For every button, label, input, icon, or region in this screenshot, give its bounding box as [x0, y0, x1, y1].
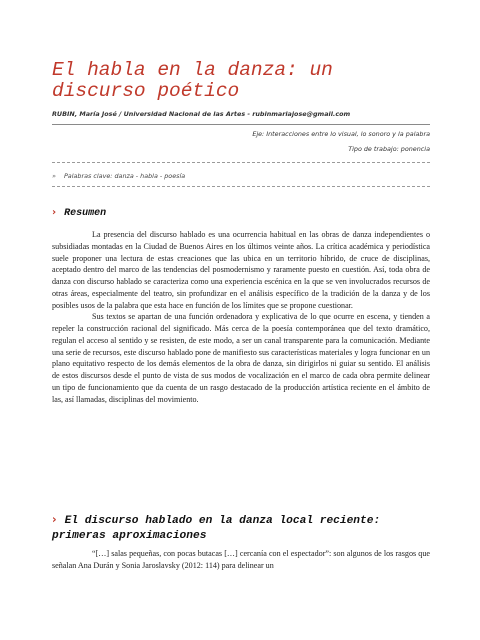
resumen-heading-text: Resumen: [64, 208, 107, 219]
section-2-paragraph: “[…] salas pequeñas, con pocas butacas […] cercanía con el espectador”: son algunos de los rasgos que señalan Ana Durán y Sonia Jaroslavsky (2012: 114) para delinear un: [52, 549, 430, 570]
keywords-line: [52, 172, 185, 180]
eje-label: Eje: Interacciones entre lo visual, lo sonoro y la palabra: [252, 130, 430, 138]
section-2-heading-text: El discurso hablado en la danza local reciente: primeras aproximaciones: [52, 515, 381, 542]
keywords-rule-top: [52, 162, 430, 163]
paper-title: El habla en la danza: un discurso poético: [52, 59, 333, 102]
header-rule: [52, 124, 430, 125]
keywords-text: Palabras clave: danza - habla - poesía: [63, 172, 186, 180]
resumen-paragraph-2: Sus textos se apartan de una función ordenadora y explicativa de lo que ocurre en escena, y tienden a repeler la construcción racional del significado. Más cerca de la poesía contemporánea que del texto dramático, regulan el acceso al sentido y se resisten, de este modo, a ser un canal transparente para la comunicación. Mediante una serie de recursos, este discurso hablado pone de manifiesto sus características materiales y logra funcionar en un plano equitativo respecto de los demás elementos de la obra de danza, sin dirigirlos ni guiar su sentido. El análisis de estos discursos desde el punto de vista de sus modos de vocalización en el marco de cada obra permite delinear un tipo de funcionamiento que da cuenta de un rasgo destacado de la producción artística reciente en el ámbito de las, así llamadas, disciplinas del movimiento.: [52, 312, 430, 404]
keywords-rule-bottom: [52, 186, 430, 187]
section-chevron-icon: ›: [52, 513, 57, 526]
section-2-heading: [52, 512, 432, 544]
author-line: RUBIN, María José / Universidad Nacional de las Artes - rubinmariajose@gmail.com: [52, 110, 351, 118]
section-2-body: [52, 548, 430, 572]
resumen-heading: [52, 207, 432, 219]
section-chevron-icon: ›: [52, 207, 57, 218]
keywords-marker-icon: »: [52, 172, 56, 180]
resumen-body: [52, 229, 430, 405]
tipo-trabajo-label: Tipo de trabajo: ponencia: [348, 145, 430, 153]
resumen-paragraph-1: La presencia del discurso hablado es una ocurrencia habitual en las obras de danza independientes o subsidiadas montadas en la Ciudad de Buenos Aires en los últimos veinte años. La crítica académica y periodística suele proponer una lectura de estas creaciones que las ubica en un territorio híbrido, de cruce de disciplinas, aceptado dentro del marco de las tendencias del posmodernismo y raramente puesto en cuestión. Así, toda obra de danza con discurso hablado se caracteriza como una experiencia escénica en la que se ven involucrados recursos de otras áreas, especialmente del teatro, sin profundizar en el análisis específico de la tradición de la danza y de los posibles usos de la palabra que esta hace en función de los límites que se propone cuestionar.: [52, 230, 430, 310]
